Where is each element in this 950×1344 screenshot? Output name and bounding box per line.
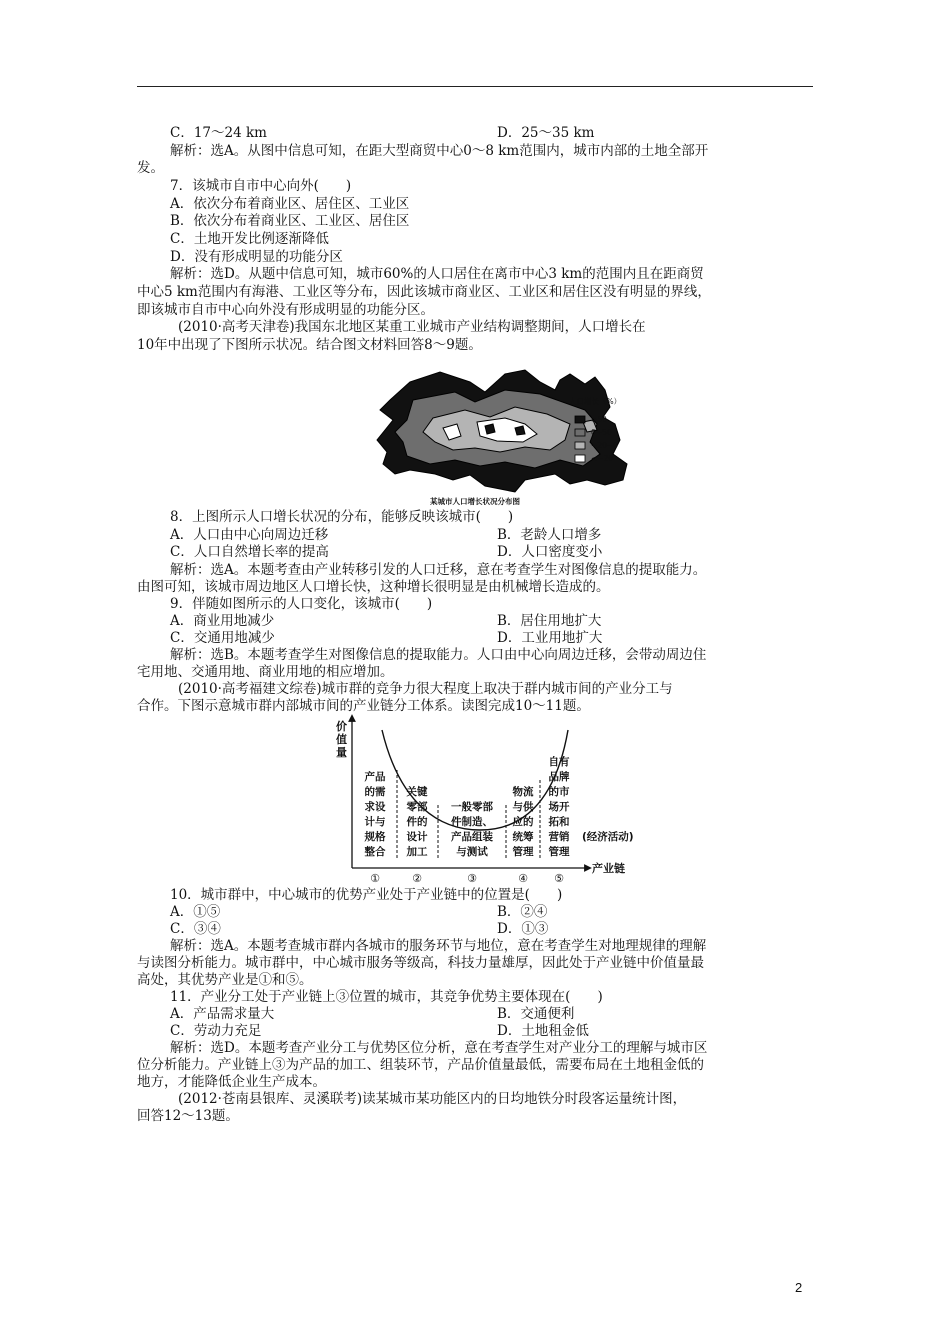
population-growth-map	[365, 362, 665, 512]
text-line: (2010·高考福建文综卷)城市群的竞争力很大程度上取决于群内城市间的产业分工与	[178, 681, 673, 697]
legend-title: 人口增长（%）	[569, 397, 622, 406]
svg-text:价: 价	[336, 720, 347, 733]
svg-text:一般零部: 一般零部	[451, 801, 493, 813]
text-line: 中心5 km范围内有海港、工业区等分布，因此该城市商业区、工业区和居住区没有明显的界线，	[137, 284, 711, 300]
legend-swatch	[575, 416, 585, 423]
legend-label: −20~0	[591, 441, 618, 450]
text-line: 解析：选D。本题考查产业分工与优势区位分析，意在考查学生对产业分工的理解与城市区	[170, 1040, 708, 1056]
legend-label: >50	[591, 415, 607, 424]
option-d: D．①③	[497, 921, 549, 937]
text-line: (2010·高考天津卷)我国东北地区某重工业城市产业结构调整期间，人口增长在	[178, 319, 646, 335]
option-c: C．③④	[170, 921, 221, 937]
text-line: 宅用地、交通用地、商业用地的相应增加。	[137, 664, 394, 680]
svg-text:值: 值	[336, 733, 347, 746]
svg-text:的市: 的市	[548, 786, 570, 798]
option-b: B．交通便利	[497, 1006, 575, 1022]
svg-text:规格: 规格	[364, 831, 386, 843]
question-10: 10．城市群中，中心城市的优势产业处于产业链中的位置是( )	[170, 887, 563, 903]
text-line: 解析：选A。本题考查城市群内各城市的服务环节与地位，意在考查学生对地理规律的理解	[170, 938, 707, 954]
option-d: D．工业用地扩大	[497, 630, 603, 646]
stage-number: ③	[467, 872, 477, 885]
text-line: 解析：选A。从图中信息可知，在距大型商贸中心0～8 km范围内，城市内部的土地全部开	[170, 143, 709, 159]
svg-text:的需: 的需	[364, 786, 386, 798]
stage-4-text	[513, 785, 534, 858]
option-a: A．产品需求量大	[170, 1006, 275, 1022]
question-9: 9．伴随如图所示的人口变化，该城市( )	[170, 596, 433, 612]
option-d: D．人口密度变小	[497, 544, 603, 560]
question-7: 7．该城市自市中心向外( )	[170, 178, 352, 194]
text-line: 高处，其优势产业是①和⑤。	[137, 972, 313, 988]
option-b: B．居住用地扩大	[497, 613, 602, 629]
text-line: 回答12～13题。	[137, 1108, 239, 1124]
text-line: 位分析能力。产业链上③为产品的加工、组装环节，产品价值量最低，需要布局在土地租金低的	[137, 1057, 704, 1073]
question-11: 11．产业分工处于产业链上③位置的城市，其竞争优势主要体现在( )	[170, 989, 603, 1005]
option-c: C．17～24 km	[170, 125, 267, 141]
stage-1-text	[364, 770, 386, 858]
option-c: C．土地开发比例逐渐降低	[170, 231, 329, 247]
legend-swatch	[575, 429, 585, 436]
stage-5-text	[548, 755, 570, 858]
stage-number: ④	[518, 872, 528, 885]
option-c: C．人口自然增长率的提高	[170, 544, 329, 560]
svg-text:营销: 营销	[548, 831, 570, 843]
header-rule	[137, 86, 813, 87]
text-line: 地方，才能降低企业生产成本。	[137, 1074, 326, 1090]
option-a: A．①⑤	[170, 904, 221, 920]
svg-text:应的: 应的	[512, 816, 534, 828]
industry-chain-diagram	[330, 710, 670, 890]
svg-text:场开: 场开	[548, 801, 570, 813]
svg-text:自有: 自有	[548, 756, 570, 768]
text-line: 即该城市自市中心向外没有形成明显的功能分区。	[137, 302, 434, 318]
stage-number: ①	[370, 872, 380, 885]
stage-number: ⑤	[554, 872, 564, 885]
svg-text:品牌: 品牌	[548, 771, 570, 783]
svg-text:加工: 加工	[406, 846, 428, 858]
text-line: 由图可知，该城市周边地区人口增长快，这种增长很明显是由机械增长造成的。	[137, 579, 610, 595]
svg-text:产品: 产品	[364, 771, 386, 783]
legend-label: <−20	[591, 454, 614, 463]
svg-text:关键: 关键	[406, 786, 428, 798]
svg-text:件的: 件的	[406, 816, 428, 828]
option-d: D．25～35 km	[497, 125, 595, 141]
map-caption: 某城市人口增长状况分布图	[430, 497, 520, 506]
option-c: C．劳动力充足	[170, 1023, 262, 1039]
svg-text:与供: 与供	[512, 801, 534, 813]
svg-text:管理: 管理	[512, 846, 534, 858]
svg-text:与测试: 与测试	[456, 846, 488, 858]
svg-text:计与: 计与	[364, 816, 386, 828]
text-line: 10年中出现了下图所示状况。结合图文材料回答8～9题。	[137, 337, 482, 353]
text-line: 发。	[137, 160, 164, 176]
text-line: 合作。下图示意城市群内部城市间的产业链分工体系。读图完成10～11题。	[137, 698, 590, 714]
text-line: 解析：选D。从题中信息可知，城市60%的人口居住在离市中心3 km的范围内且在距商贸	[170, 266, 704, 282]
svg-text:管理: 管理	[548, 846, 570, 858]
text-line: 与读图分析能力。城市群中，中心城市服务等级高，科技力量雄厚，因此处于产业链中价值量最	[137, 955, 704, 971]
svg-text:量: 量	[336, 746, 347, 759]
stage-numbers	[370, 872, 564, 885]
text-line: 解析：选A。本题考查由产业转移引发的人口迁移，意在考查学生对图像信息的提取能力。	[170, 562, 707, 578]
y-axis-label	[336, 719, 347, 759]
option-c: C．交通用地减少	[170, 630, 275, 646]
legend-swatch	[575, 442, 585, 449]
question-8: 8．上图所示人口增长状况的分布，能够反映该城市( )	[170, 509, 514, 525]
stage-number: ②	[412, 872, 422, 885]
x-axis-label: 产业链	[592, 862, 625, 875]
option-b: B．老龄人口增多	[497, 527, 602, 543]
legend-label: 0~50	[591, 428, 612, 437]
option-d: D．土地租金低	[497, 1023, 589, 1039]
svg-text:物流: 物流	[512, 786, 534, 798]
text-line: (2012·苍南县银库、灵溪联考)读某城市某功能区内的日均地铁分时段客运量统计图，	[178, 1091, 687, 1107]
svg-text:产品组装: 产品组装	[451, 831, 493, 843]
option-b: B．依次分布着商业区、工业区、居住区	[170, 213, 410, 229]
legend-swatch	[575, 455, 585, 462]
option-b: B．②④	[497, 904, 548, 920]
svg-text:求设: 求设	[364, 801, 386, 813]
activity-label: (经济活动)	[582, 831, 634, 843]
option-a: A．人口由中心向周边迁移	[170, 527, 329, 543]
text-line: 解析：选B。本题考查学生对图像信息的提取能力。人口由中心向周边迁移，会带动周边住	[170, 647, 707, 663]
option-d: D．没有形成明显的功能分区	[170, 249, 343, 265]
option-a: A．依次分布着商业区、居住区、工业区	[170, 196, 410, 212]
svg-text:拓和: 拓和	[548, 816, 570, 828]
option-a: A．商业用地减少	[170, 613, 275, 629]
svg-text:统筹: 统筹	[512, 831, 534, 843]
stage-2-text	[406, 785, 428, 858]
svg-text:整合: 整合	[364, 846, 386, 858]
svg-text:件制造、: 件制造、	[451, 816, 493, 828]
svg-text:零部: 零部	[406, 801, 428, 813]
svg-text:设计: 设计	[406, 831, 428, 843]
page-number: 2	[795, 1280, 803, 1295]
map-shape	[377, 370, 627, 492]
